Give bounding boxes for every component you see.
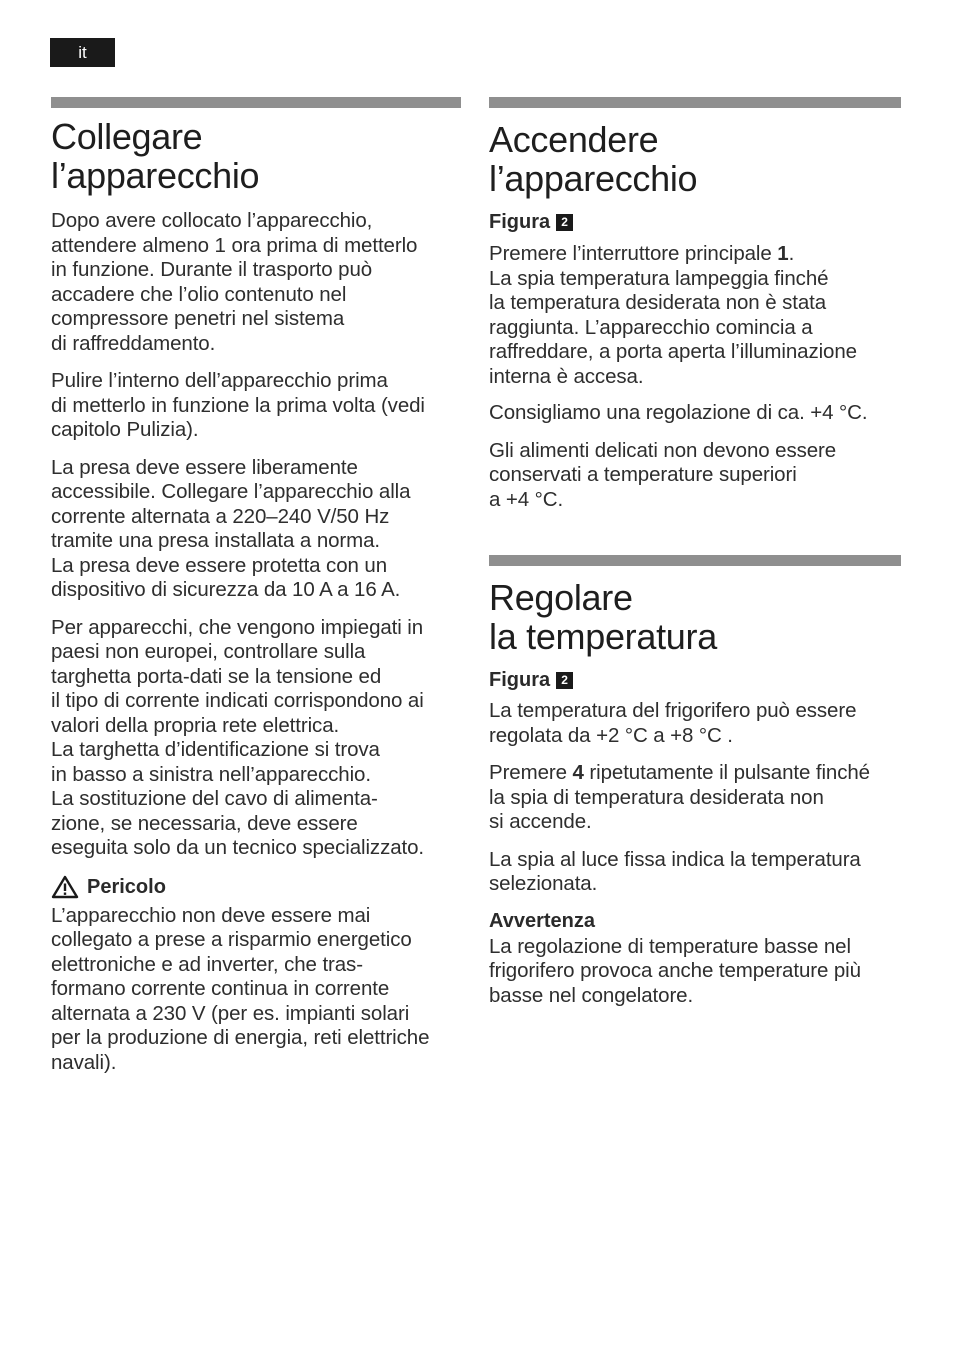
switch-number: 1 <box>777 242 789 265</box>
paragraph-text: Premere <box>489 761 573 784</box>
paragraph <box>489 761 901 835</box>
figure-label: Figura <box>489 211 551 233</box>
section-title: Collegare l’apparecchio <box>51 116 260 196</box>
section-title: Regolare la temperatura <box>489 577 717 657</box>
button-number: 4 <box>572 761 584 784</box>
paragraph-text: Premere l’interruttore principale <box>489 242 778 265</box>
section-set-temperature <box>489 555 901 1008</box>
danger-label: Pericolo <box>87 875 166 898</box>
danger-heading <box>51 875 461 899</box>
paragraph: La presa deve essere liberamente accessibile. Collegare l’apparecchio alla corrente alternata a 220–240 V/50 Hz tramite una presa installata a norma. La presa deve essere protetta con un dispositivo di sicurezza da 10 A a 16 A. <box>51 455 411 601</box>
figure-number-badge: 2 <box>556 214 573 231</box>
warning-triangle-icon <box>51 875 79 899</box>
paragraph <box>489 242 901 389</box>
paragraph-text: . La spia temperatura lampeggia finché la temperatura desiderata non è stata raggiunta. L’apparecchio comincia a raffreddare, a porta aperta l’illuminazione interna è accesa. <box>489 242 857 388</box>
paragraph: La temperatura del frigorifero può essere regolata da +2 °C a +8 °C . <box>489 699 857 747</box>
section-rule <box>489 97 901 108</box>
figure-reference <box>489 210 901 234</box>
figure-number-badge: 2 <box>556 672 573 689</box>
note-heading: Avvertenza <box>489 909 595 932</box>
section-rule <box>51 97 461 108</box>
paragraph: Pulire l’interno dell’apparecchio prima di metterlo in funzione la prima volta (vedi capitolo Pulizia). <box>51 369 425 441</box>
figure-reference <box>489 668 901 692</box>
figure-label: Figura <box>489 669 551 691</box>
paragraph: La spia al luce fissa indica la temperatura selezionata. <box>489 847 861 895</box>
section-connect <box>51 97 461 1075</box>
language-tag: it <box>50 38 115 67</box>
paragraph-text: ripetutamente il pulsante finché la spia di temperatura desiderata non si accende. <box>489 761 870 833</box>
section-title: Accendere l’apparecchio <box>489 119 698 199</box>
paragraph: Dopo avere collocato l’apparecchio, attendere almeno 1 ora prima di metterlo in funzione. Durante il trasporto può accadere che l’olio contenuto nel compressore penetri nel sistema di raffreddamento. <box>51 209 418 355</box>
paragraph: Gli alimenti delicati non devono essere conservati a temperature superiori a +4 °C. <box>489 438 837 511</box>
section-rule <box>489 555 901 566</box>
section-switch-on <box>489 97 901 512</box>
danger-text: L’apparecchio non deve essere mai collegato a prese a risparmio energetico elettroniche e ad inverter, che tras- formano corrente continua in corrente alternata a 230 V (per es. impianti solari per la produzione di energia, reti elettriche navali). <box>51 903 430 1074</box>
paragraph: Consigliamo una regolazione di ca. +4 °C. <box>489 401 868 424</box>
paragraph: Per apparecchi, che vengono impiegati in paesi non europei, controllare sulla targhetta porta-dati se la tensione ed il tipo di corrente indicati corrispondono ai valori della propria rete elettrica. La targhetta d’identificazione si trova in basso a sinistra nell’apparecchio. La sostituzione del cavo di alimenta- zione, se necessaria, deve essere eseguita solo da un tecnico specializzato. <box>51 615 425 859</box>
note-text: La regolazione di temperature basse nel frigorifero provoca anche temperature più basse nel congelatore. <box>489 934 861 1007</box>
